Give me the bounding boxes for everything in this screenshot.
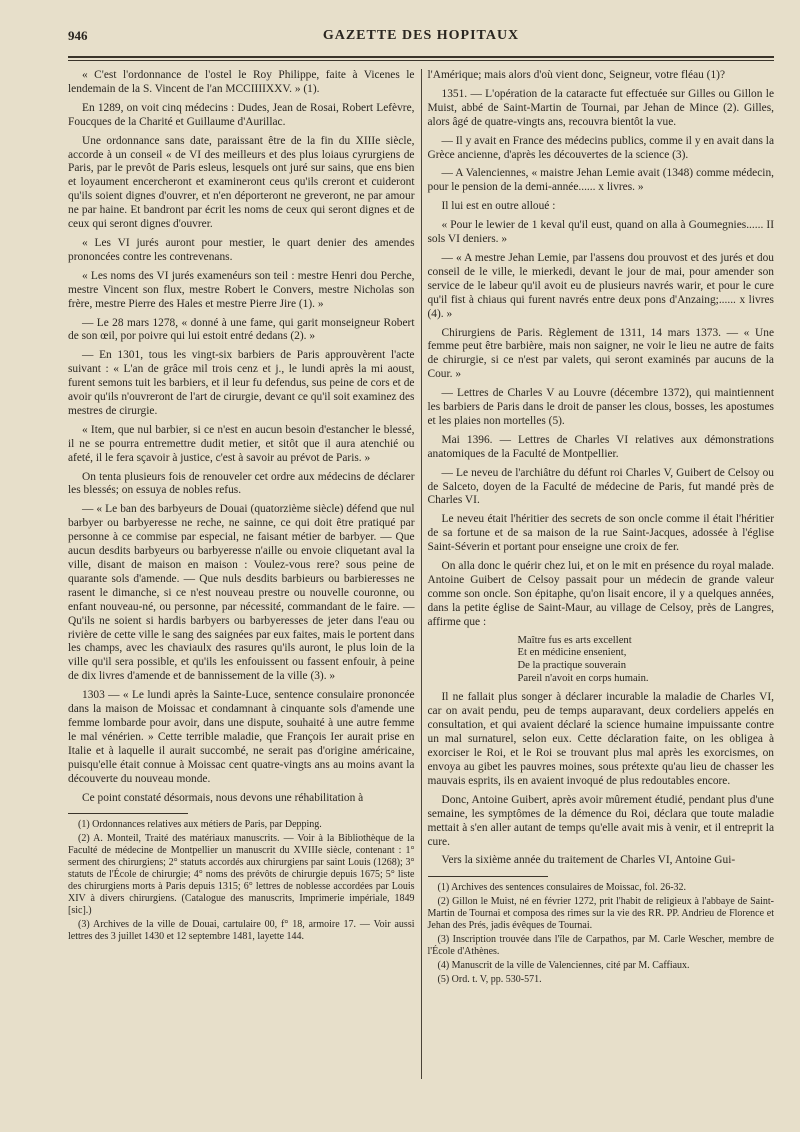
footnote-rule <box>428 876 548 877</box>
paragraph: Donc, Antoine Guibert, après avoir mûrement étudié, pendant plus d'une semaine, les symptômes de la démence du Roi, déclara que toute maladie mettait à s'en aller autant de temps qu'elle avait mis à venir, et il entreprit la cure. <box>427 793 774 848</box>
paragraph: Vers la sixième année du traitement de Charles VI, Antoine Gui- <box>441 854 736 867</box>
paragraph: — En 1301, tous les vingt-six barbiers de Paris approuvèrent l'acte suivant : « L'an de grâce mil trois cenz et j., le lundi après la mi aoust, furent semons tuit les barbiers, et il leur fu defendus, sus peine de cors et de avoir qu'ils n'ouvreront de l'art de cirurgie, devant ce qu'il soit examinez des mestres de cirurgie. <box>68 349 415 417</box>
page-number: 946 <box>68 28 88 43</box>
verse-line: Maître fus es arts excellent <box>517 634 632 646</box>
footnote: (5) Ord. t. V, pp. 530-571. <box>437 974 542 986</box>
footnote: (3) Archives de la ville de Douai, cartulaire 00, f° 18, armoire 17. — Voir aussi lettres des 3 juillet 1430 et 12 septembre 1481, layette 144. <box>68 919 415 943</box>
paragraph: En 1289, on voit cinq médecins : Dudes, Jean de Rosai, Robert Lefèvre, Foucques de la Charité et Guillaume d'Aurillac. <box>68 101 415 128</box>
paragraph: Mai 1396. — Lettres de Charles VI relatives aux démonstrations anatomiques de la Faculté de Montpellier. <box>427 433 774 460</box>
paragraph: Ce point constaté désormais, nous devons une réhabilitation à <box>82 791 364 804</box>
running-title: GAZETTE DES HOPITAUX <box>322 28 520 43</box>
paragraph: 1351. — L'opération de la cataracte fut effectuée sur Gilles ou Gillon le Muist, abbé de Saint-Martin de Tournai, par Jehan de Mince (2). Gilles, alors âgé de quatre-vingts ans, recouvra bientôt la vue. <box>427 87 774 128</box>
paragraph: « Pour le lewier de 1 keval qu'il eust, quand on alla à Goumegnies...... II sols VI deniers. » <box>427 219 774 246</box>
paragraph: On tenta plusieurs fois de renouveler cet ordre aux médecins de déclarer les blessés; on essuya de nobles refus. <box>68 470 415 497</box>
paragraph: Il ne fallait plus songer à déclarer incurable la maladie de Charles VI, car on avait pendu, peu de temps auparavant, deux cordeliers appelés en consultation, et qui avaient déclaré la science humaine impuissante contre un mal surnaturel, selon eux. Cette déclaration faite, on les obligea à exorciser le Roi, et le Roi se trouvant plus mal après les exorcismes, on envoya au gibet les pauvres moines, sous prétexte qu'au lieu de chasser les mauvais esprits, ils en avaient invoqué de plus redoutables encore. <box>427 691 774 787</box>
right-column <box>422 69 775 1115</box>
verse-line: Pareil n'avoit en corps humain. <box>517 672 649 684</box>
footnote: (1) Archives des sentences consulaires de Moissac, fol. 26-32. <box>437 882 687 894</box>
footnote: (2) A. Monteil, Traité des matériaux manuscrits. — Voir à la Bibliothèque de la Faculté de médecine de Montpellier un manuscrit du XVIIIe siècle, contenant : 1° serment des chirurgiens; 2° statuts accordés aux chirurgiens par saint Louis (1268); 3° statuts de l'École de chirurgie; 4° noms des prévôts de chirurgie depuis 1675; 5° liste des chirurgiens morts à Paris depuis 1315; 6° lettres de noblesse accordées par Louis XIV à divers chirurgiens. (Catalogue des manuscrits, Imprimerie impériale, 1849 [sic].) <box>68 833 415 917</box>
paragraph: — Il y avait en France des médecins publics, comme il y en avait dans la Grèce ancienne, d'après les découvertes de la science (3). <box>427 134 774 161</box>
paragraph: — Le 28 mars 1278, « donné à une fame, qui garit monseigneur Robert de son œil, por poivre qui lui estoit entré dedans (2). » <box>68 316 415 343</box>
footnote: (1) Ordonnances relatives aux métiers de Paris, par Depping. <box>78 819 322 831</box>
paragraph: Le neveu était l'héritier des secrets de son oncle comme il était l'héritier de sa fortune et de sa maison de la rue Saint-Jacques, adossée à l'église Saint-Séverin et portant pour enseigne une croix de fer. <box>427 513 774 554</box>
left-column <box>68 69 421 1115</box>
paragraph: Une ordonnance sans date, paraissant être de la fin du XIIIe siècle, accorde à un conseil « de VI des meilleurs et des plus loiaus cyrurgiens de Paris, par le prevôt de Paris esleus, lesquels ont juré sur sains, que ens bien et loyaument encercheront et examineront ceus qu'ils creront et cuideront qu'ils soient dignes d'ouvrer, et n'en déporteront ne greveront, ne par amour ne par haine. Et bandront par écrit les noms de ceux qui seront dignes et de ceux qui seront dignes d'ouvrer. <box>68 134 415 231</box>
verse-line: Et en médicine ensenient, <box>517 647 627 659</box>
footnote: (3) Inscription trouvée dans l'île de Carpathos, par M. Carle Wescher, membre de l'École d'Athènes. <box>427 934 774 958</box>
paragraph: « Item, que nul barbier, si ce n'est en aucun besoin d'estancher le blessé, il ne se pourra entremettre dudit metier, et sitôt que il aura atenchié ou afeté, il le fera sçavoir à justice, c'est à savoir au prévot de Paris. » <box>68 423 415 464</box>
paragraph: « Les noms des VI jurés examenéurs son teil : mestre Henri dou Perche, mestre Vincent son flux, mestre Robert le Convers, mestre Nicholas son frère, mestre Pierre des Hales et mestre Pierre Jire (1). » <box>68 269 415 310</box>
paragraph: l'Amérique; mais alors d'où vient donc, Seigneur, votre fléau (1)? <box>427 69 726 81</box>
paragraph: — A Valenciennes, « maistre Jehan Lemie avait (1348) comme médecin, pour le pension de la demi-année...... x livres. » <box>427 167 774 194</box>
paragraph: « C'est l'ordonnance de l'ostel le Roy Philippe, faite à Vicenes le lendemain de la S. Vincent de l'an MCCIIIIXXV. » (1). <box>68 69 415 95</box>
paragraph: Il lui est en outre alloué : <box>441 200 556 213</box>
page-header <box>68 28 774 52</box>
footnote: (2) Gillon le Muist, né en février 1272, prit l'habit de religieux à l'abbaye de Saint-Martin de Tournai et composa des rimes sur la vie des RR. PP. Andrieu de Florence et Jehan des Prés, jadis évêques de Tournai. <box>427 896 774 932</box>
header-rule <box>68 56 774 61</box>
verse-line: De la practique souverain <box>517 660 627 672</box>
paragraph: « Les VI jurés auront pour mestier, le quart denier des amendes prononcées contre les contrevenans. <box>68 236 415 263</box>
text-columns <box>68 69 774 1115</box>
footnote: (4) Manuscrit de la ville de Valenciennes, cité par M. Caffiaux. <box>437 960 690 972</box>
paragraph: — « Le ban des barbyeurs de Douai (quatorzième siècle) défend que nul barbyer ou barbyeresse ne reche, ne sainne, ce qui doit être pratiqué par personne à ce commise par especial, ne faisant métier de barbyer. — Que aucun desdits barbyeurs ou barbyeresse n'aille ou envoie cliquetant aval la ville, disant de maison en maison : Voulez-vous rere? sous peine de quarante sols d'amende. — Que nuls desdits barbieurs ou barbieresses ne rasent le dimanche, si ce n'est nouveau prestre ou nouvelle couronne, ou enfant nouveau-né, ou personne, par nécessité, commandant de le faire. — Qu'ils ne soient si hardis barbyers ou barbyeresses de jeter dans l'eau ou rivière de cette ville le sang des saignées par eux faites, mais le portent dans les champs, avec les chaviaulx des rasures qu'ils auront, le plus loin de la ville qu'il sera possible, et qu'ils les enfouissent ou fassent enfouir, à peine de dix livres d'amende et de bannissement de la ville (3). » <box>68 503 415 683</box>
epitaph-verse <box>518 635 775 686</box>
paragraph: — « A mestre Jehan Lemie, par l'assens dou prouvost et des jurés et dou conseil de le ville, le mierkedi, devant le jour de mai, pour amender son service de le labeur qu'il avoit eu de plusieurs navrés warir, et pour le cure qu'il fist à chiaus qui furent navrés entre deux pons d'Anzaing;...... x livres (4). » <box>427 251 774 320</box>
paragraph: — Le neveu de l'archiâtre du défunt roi Charles V, Guibert de Celsoy ou de Salceto, doyen de la Faculté de médecine de Paris, fut mandé près de Charles VI. <box>427 466 774 507</box>
paragraph: 1303 — « Le lundi après la Sainte-Luce, sentence consulaire prononcée dans la maison de Moissac et condamnant à cinquante sols d'amende une femme lombarde pour avoir, dans une dispute, souhaité à une autre femme le mal vénérien. » Cette terrible maladie, que François Ier aurait prise en Italie et à laquelle il aurait succombé, ne serait pas d'origine américaine, puisqu'elle était connue à Moissac cent quatre-vingts ans au moins avant la découverte du nouveau monde. <box>68 689 415 785</box>
footnote-rule <box>68 813 188 814</box>
paragraph: On alla donc le quérir chez lui, et on le mit en présence du royal malade. Antoine Guibert de Celsoy passait pour un médecin de grande valeur comme son oncle. Son épitaphe, qu'on lisait encore, il y a quelques années, dans la petite église de Saint-Maur, au village de Celsoy, près de Langres, affirme que : <box>427 560 774 628</box>
paragraph: — Lettres de Charles V au Louvre (décembre 1372), qui maintiennent les barbiers de Paris dans le droit de panser les clous, bosses, les apostumes et les plaies non mortelles (5). <box>427 387 774 427</box>
paragraph: Chirurgiens de Paris. Règlement de 1311, 14 mars 1373. — « Une femme peut être barbière, mais non saigner, ne voir le lieu ne autre de faits de chirurgie, si ce n'est par valets, qui seront examinés par aucuns de la Cour. » <box>427 326 774 381</box>
